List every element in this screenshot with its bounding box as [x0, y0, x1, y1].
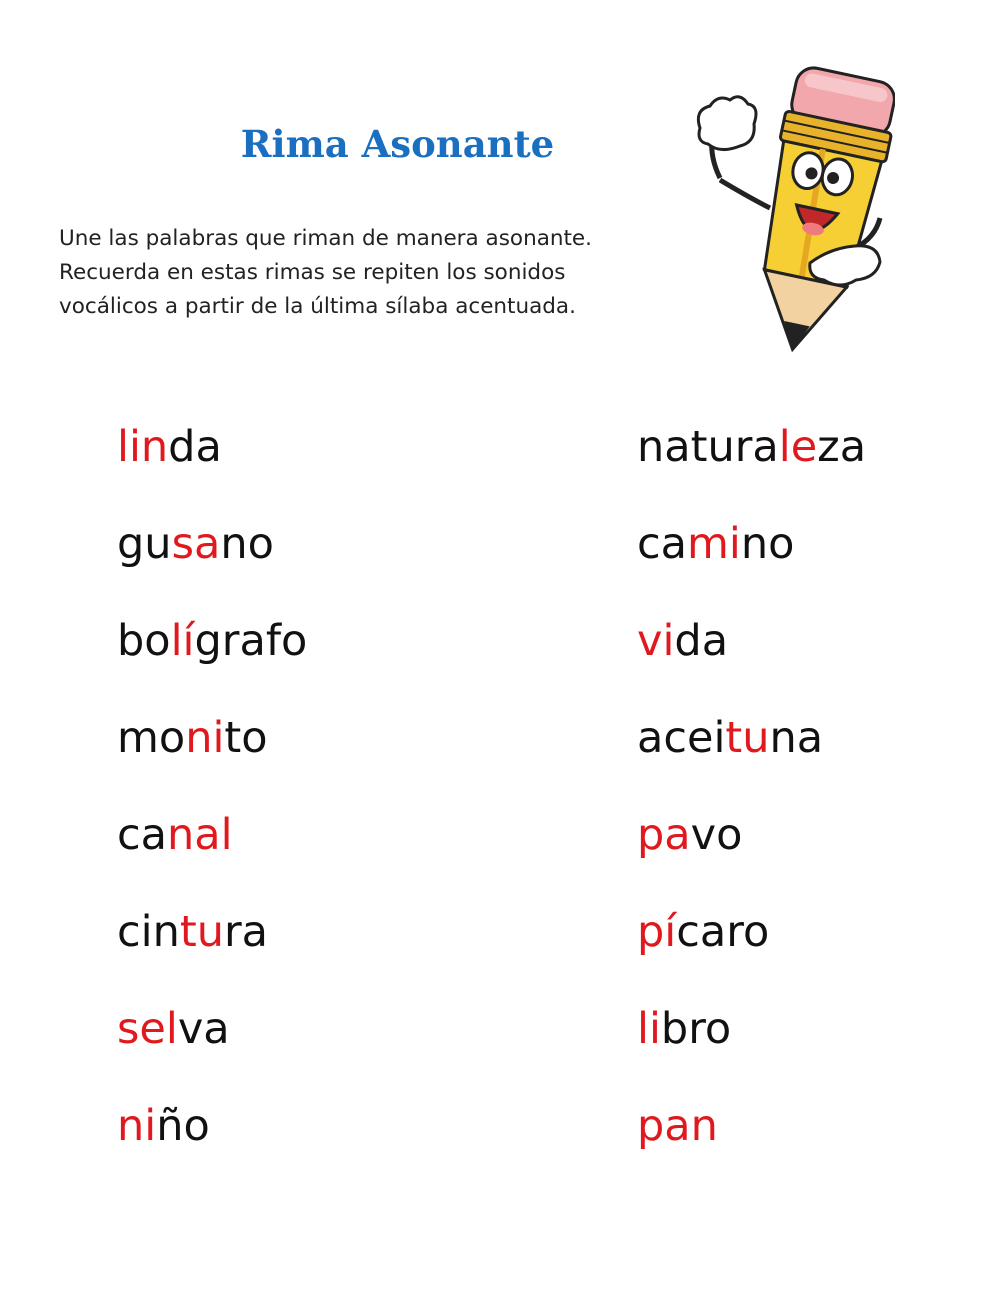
word-syllable: no [220, 519, 274, 569]
highlighted-syllable: ni [117, 1101, 157, 1151]
right-word-pan[interactable] [637, 1091, 866, 1188]
word-syllable: ca [117, 810, 167, 860]
highlighted-syllable: mi [687, 519, 741, 569]
right-word-column [637, 412, 866, 1188]
right-word-pavo[interactable] [637, 800, 866, 897]
highlighted-syllable: pa [637, 810, 691, 860]
highlighted-syllable: le [778, 422, 818, 472]
page-title: Rima Asonante [240, 122, 555, 166]
word-syllable: bro [660, 1004, 732, 1054]
highlighted-syllable: sel [117, 1004, 178, 1054]
highlighted-syllable: lin [117, 422, 169, 472]
right-word-pícaro[interactable] [637, 897, 866, 994]
word-syllable: ca [637, 519, 687, 569]
word-syllable: gu [117, 519, 172, 569]
word-syllable: za [817, 422, 867, 472]
right-word-aceituna[interactable] [637, 703, 866, 800]
left-word-monito[interactable] [117, 703, 307, 800]
word-syllable: ra [223, 907, 268, 957]
highlighted-syllable: sa [171, 519, 221, 569]
word-syllable: mo [117, 713, 186, 763]
highlighted-syllable: pí [637, 907, 677, 957]
word-syllable: natura [637, 422, 779, 472]
highlighted-syllable: lí [170, 616, 195, 666]
left-word-niño[interactable] [117, 1091, 307, 1188]
left-word-linda[interactable] [117, 412, 307, 509]
highlighted-syllable: vi [637, 616, 675, 666]
right-word-libro[interactable] [637, 994, 866, 1091]
word-syllable: da [168, 422, 222, 472]
word-syllable: no [740, 519, 795, 569]
word-syllable: cin [117, 907, 180, 957]
highlighted-syllable: ni [185, 713, 225, 763]
highlighted-syllable: pan [637, 1101, 718, 1151]
left-word-gusano[interactable] [117, 509, 307, 606]
word-syllable: caro [676, 907, 770, 957]
highlighted-syllable: li [637, 1004, 661, 1054]
right-word-vida[interactable] [637, 606, 866, 703]
highlighted-syllable: tu [725, 713, 770, 763]
right-word-naturaleza[interactable] [637, 412, 866, 509]
highlighted-syllable: nal [167, 810, 233, 860]
left-word-column [117, 412, 307, 1188]
left-word-bolígrafo[interactable] [117, 606, 307, 703]
word-syllable: grafo [194, 616, 308, 666]
word-syllable: acei [637, 713, 726, 763]
word-syllable: vo [690, 810, 743, 860]
word-syllable: ño [156, 1101, 210, 1151]
word-syllable: da [674, 616, 729, 666]
left-word-canal[interactable] [117, 800, 307, 897]
word-syllable: va [177, 1004, 230, 1054]
instructions-text: Une las palabras que riman de manera asonante. Recuerda en estas rimas se repiten los sonidos vocálicos a partir de la última sílaba acentuada. [59, 226, 592, 319]
word-syllable: na [769, 713, 824, 763]
left-word-cintura[interactable] [117, 897, 307, 994]
highlighted-syllable: tu [179, 907, 224, 957]
left-word-selva[interactable] [117, 994, 307, 1091]
pencil-mascot-icon [690, 58, 895, 366]
word-syllable: bo [117, 616, 171, 666]
word-syllable: to [224, 713, 268, 763]
right-word-camino[interactable] [637, 509, 866, 606]
